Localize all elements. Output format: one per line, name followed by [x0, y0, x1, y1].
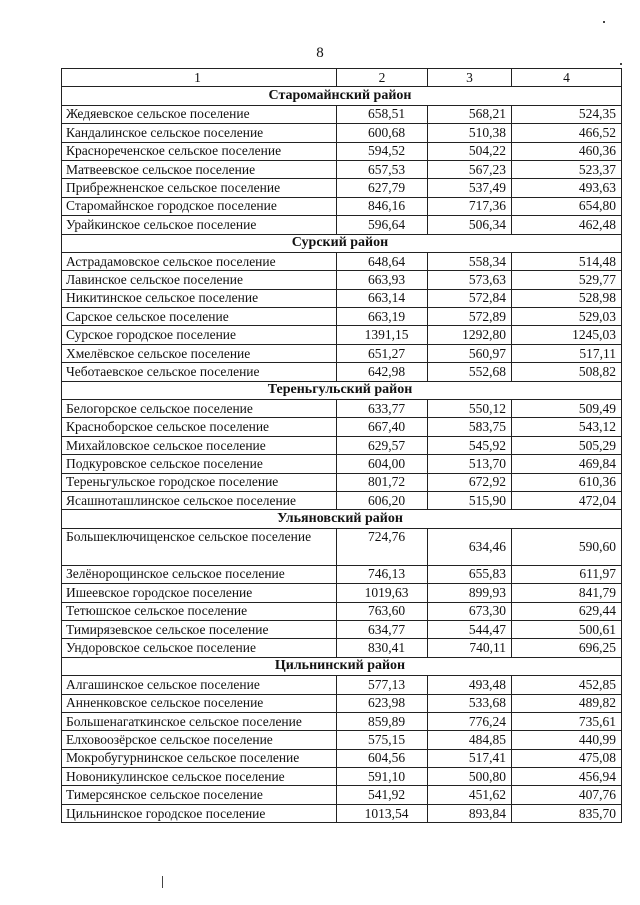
value-col-2: 746,13 [337, 565, 428, 583]
value-col-3: 572,84 [428, 289, 512, 307]
settlement-name: Тимерсянское сельское поселение [62, 786, 337, 804]
settlement-name: Мокробугурнинское сельское поселение [62, 749, 337, 767]
value-col-2: 651,27 [337, 344, 428, 362]
settlement-name: Матвеевское сельское поселение [62, 160, 337, 178]
table-row [62, 473, 622, 491]
district-header-row [62, 87, 622, 105]
value-col-2: 575,15 [337, 731, 428, 749]
table-row [62, 676, 622, 694]
value-col-3: 673,30 [428, 602, 512, 620]
value-col-4: 1245,03 [512, 326, 622, 344]
settlement-name: Краснореченское сельское поселение [62, 142, 337, 160]
value-col-3: 776,24 [428, 712, 512, 730]
value-col-2: 591,10 [337, 768, 428, 786]
value-col-2: 1391,15 [337, 326, 428, 344]
settlement-name: Большеключищенское сельское поселение [62, 528, 337, 565]
table-row [62, 768, 622, 786]
value-col-2: 667,40 [337, 418, 428, 436]
value-col-3: 544,47 [428, 620, 512, 638]
column-header-2: 2 [337, 69, 428, 87]
settlement-name: Новоникулинское сельское поселение [62, 768, 337, 786]
scan-speck [162, 876, 163, 888]
settlement-name: Никитинское сельское поселение [62, 289, 337, 307]
settlement-name: Астрадамовское сельское поселение [62, 252, 337, 270]
value-col-3: 560,97 [428, 344, 512, 362]
settlement-name: Прибрежненское сельское поселение [62, 179, 337, 197]
value-col-2: 801,72 [337, 473, 428, 491]
page-number: 8 [316, 45, 324, 61]
table-row [62, 491, 622, 509]
table-row [62, 160, 622, 178]
value-col-3: 545,92 [428, 436, 512, 454]
settlement-name: Хмелёвское сельское поселение [62, 344, 337, 362]
value-col-2: 604,56 [337, 749, 428, 767]
table-row [62, 326, 622, 344]
table-row [62, 179, 622, 197]
value-col-4: 440,99 [512, 731, 622, 749]
value-col-4: 460,36 [512, 142, 622, 160]
value-col-3: 550,12 [428, 400, 512, 418]
value-col-4: 475,08 [512, 749, 622, 767]
settlement-name: Елховоозёрское сельское поселение [62, 731, 337, 749]
column-header-4: 4 [512, 69, 622, 87]
value-col-2: 1019,63 [337, 584, 428, 602]
table-row [62, 528, 622, 565]
settlement-name: Большенагаткинское сельское поселение [62, 712, 337, 730]
value-col-2: 596,64 [337, 216, 428, 234]
value-col-3: 537,49 [428, 179, 512, 197]
value-col-4: 654,80 [512, 197, 622, 215]
value-col-3: 552,68 [428, 363, 512, 381]
table-row [62, 436, 622, 454]
value-col-2: 634,77 [337, 620, 428, 638]
value-col-2: 1013,54 [337, 804, 428, 822]
value-col-2: 657,53 [337, 160, 428, 178]
table-row [62, 731, 622, 749]
settlement-name: Жедяевское сельское поселение [62, 105, 337, 123]
settlement-name: Кандалинское сельское поселение [62, 124, 337, 142]
value-col-4: 528,98 [512, 289, 622, 307]
value-col-2: 606,20 [337, 491, 428, 509]
table-row [62, 344, 622, 362]
table-row [62, 639, 622, 657]
scan-speck [620, 63, 622, 65]
value-col-4: 508,82 [512, 363, 622, 381]
table-row [62, 804, 622, 822]
table-row [62, 142, 622, 160]
value-col-4: 523,37 [512, 160, 622, 178]
value-col-2: 594,52 [337, 142, 428, 160]
value-col-4: 590,60 [512, 528, 622, 565]
table-row [62, 749, 622, 767]
table-row [62, 216, 622, 234]
value-col-2: 629,57 [337, 436, 428, 454]
value-col-3: 899,93 [428, 584, 512, 602]
value-col-3: 500,80 [428, 768, 512, 786]
settlement-name: Ясашноташлинское сельское поселение [62, 491, 337, 509]
district-title: Сурский район [62, 234, 622, 252]
table-body [62, 69, 622, 823]
value-col-4: 514,48 [512, 252, 622, 270]
value-col-2: 663,93 [337, 271, 428, 289]
value-col-2: 541,92 [337, 786, 428, 804]
value-col-3: 558,34 [428, 252, 512, 270]
table-row [62, 602, 622, 620]
settlement-name: Тереньгульское городское поселение [62, 473, 337, 491]
value-col-3: 513,70 [428, 455, 512, 473]
value-col-2: 604,00 [337, 455, 428, 473]
value-col-3: 1292,80 [428, 326, 512, 344]
settlement-name: Ундоровское сельское поселение [62, 639, 337, 657]
district-header-row [62, 510, 622, 528]
value-col-4: 529,03 [512, 308, 622, 326]
value-col-3: 740,11 [428, 639, 512, 657]
value-col-3: 572,89 [428, 308, 512, 326]
settlement-name: Чеботаевское сельское поселение [62, 363, 337, 381]
table-row [62, 620, 622, 638]
district-header-row [62, 381, 622, 399]
value-col-4: 452,85 [512, 676, 622, 694]
value-col-4: 456,94 [512, 768, 622, 786]
table-row [62, 418, 622, 436]
value-col-3: 573,63 [428, 271, 512, 289]
value-col-4: 735,61 [512, 712, 622, 730]
value-col-4: 841,79 [512, 584, 622, 602]
value-col-3: 515,90 [428, 491, 512, 509]
column-header-3: 3 [428, 69, 512, 87]
value-col-4: 696,25 [512, 639, 622, 657]
district-header-row [62, 234, 622, 252]
settlement-name: Урайкинское сельское поселение [62, 216, 337, 234]
table-row [62, 308, 622, 326]
value-col-3: 672,92 [428, 473, 512, 491]
table-row [62, 565, 622, 583]
settlement-name: Зелёнорощинское сельское поселение [62, 565, 337, 583]
value-col-2: 663,14 [337, 289, 428, 307]
value-col-2: 648,64 [337, 252, 428, 270]
value-col-3: 510,38 [428, 124, 512, 142]
table-row [62, 712, 622, 730]
settlement-name: Сарское сельское поселение [62, 308, 337, 326]
value-col-3: 893,84 [428, 804, 512, 822]
value-col-4: 472,04 [512, 491, 622, 509]
value-col-4: 524,35 [512, 105, 622, 123]
value-col-2: 633,77 [337, 400, 428, 418]
value-col-2: 859,89 [337, 712, 428, 730]
value-col-2: 830,41 [337, 639, 428, 657]
value-col-4: 517,11 [512, 344, 622, 362]
value-col-3: 655,83 [428, 565, 512, 583]
value-col-4: 466,52 [512, 124, 622, 142]
value-col-3: 533,68 [428, 694, 512, 712]
value-col-3: 493,48 [428, 676, 512, 694]
value-col-4: 500,61 [512, 620, 622, 638]
table-row [62, 786, 622, 804]
value-col-4: 529,77 [512, 271, 622, 289]
value-col-2: 724,76 [337, 528, 428, 565]
value-col-4: 611,97 [512, 565, 622, 583]
value-col-4: 407,76 [512, 786, 622, 804]
value-col-3: 484,85 [428, 731, 512, 749]
value-col-4: 462,48 [512, 216, 622, 234]
value-col-4: 469,84 [512, 455, 622, 473]
value-col-2: 600,68 [337, 124, 428, 142]
value-col-2: 846,16 [337, 197, 428, 215]
table-row [62, 252, 622, 270]
value-col-3: 568,21 [428, 105, 512, 123]
value-col-3: 717,36 [428, 197, 512, 215]
value-col-3: 451,62 [428, 786, 512, 804]
table-row [62, 694, 622, 712]
table-row [62, 363, 622, 381]
settlement-name: Сурское городское поселение [62, 326, 337, 344]
settlement-name: Старомайнское городское поселение [62, 197, 337, 215]
value-col-3: 506,34 [428, 216, 512, 234]
table-row [62, 400, 622, 418]
settlement-name: Тимирязевское сельское поселение [62, 620, 337, 638]
value-col-2: 663,19 [337, 308, 428, 326]
table-row [62, 197, 622, 215]
value-col-3: 517,41 [428, 749, 512, 767]
value-col-2: 642,98 [337, 363, 428, 381]
table-row [62, 105, 622, 123]
settlement-values-table [61, 68, 622, 823]
table-row [62, 584, 622, 602]
table-row [62, 455, 622, 473]
value-col-4: 509,49 [512, 400, 622, 418]
settlement-name: Лавинское сельское поселение [62, 271, 337, 289]
value-col-4: 505,29 [512, 436, 622, 454]
settlement-name: Тетюшское сельское поселение [62, 602, 337, 620]
value-col-4: 493,63 [512, 179, 622, 197]
scan-speck [603, 21, 605, 23]
settlement-name: Алгашинское сельское поселение [62, 676, 337, 694]
district-title: Ульяновский район [62, 510, 622, 528]
district-title: Цильнинский район [62, 657, 622, 675]
value-col-3: 504,22 [428, 142, 512, 160]
settlement-name: Красноборское сельское поселение [62, 418, 337, 436]
settlement-name: Михайловское сельское поселение [62, 436, 337, 454]
district-title: Старомайнский район [62, 87, 622, 105]
value-col-3: 634,46 [428, 528, 512, 565]
value-col-2: 577,13 [337, 676, 428, 694]
value-col-4: 629,44 [512, 602, 622, 620]
value-col-2: 627,79 [337, 179, 428, 197]
settlement-name: Анненковское сельское поселение [62, 694, 337, 712]
value-col-4: 835,70 [512, 804, 622, 822]
value-col-3: 583,75 [428, 418, 512, 436]
value-col-2: 658,51 [337, 105, 428, 123]
table-row [62, 124, 622, 142]
value-col-4: 610,36 [512, 473, 622, 491]
value-col-4: 543,12 [512, 418, 622, 436]
settlement-name: Ишеевское городское поселение [62, 584, 337, 602]
value-col-3: 567,23 [428, 160, 512, 178]
value-col-2: 623,98 [337, 694, 428, 712]
settlement-name: Белогорское сельское поселение [62, 400, 337, 418]
value-col-2: 763,60 [337, 602, 428, 620]
settlement-name: Подкуровское сельское поселение [62, 455, 337, 473]
column-header-1: 1 [62, 69, 337, 87]
value-col-4: 489,82 [512, 694, 622, 712]
settlement-name: Цильнинское городское поселение [62, 804, 337, 822]
column-header-row [62, 69, 622, 87]
district-title: Тереньгульский район [62, 381, 622, 399]
district-header-row [62, 657, 622, 675]
table-row [62, 271, 622, 289]
table-row [62, 289, 622, 307]
